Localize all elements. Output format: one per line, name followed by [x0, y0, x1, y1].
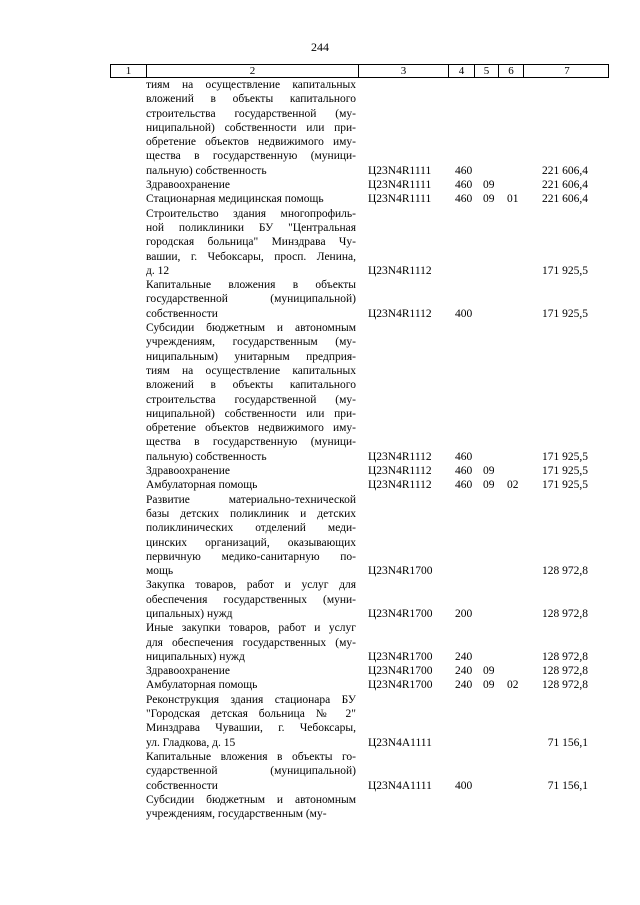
- description-line: Амбулаторная помощь: [146, 479, 258, 492]
- header-col-3: 3: [358, 65, 448, 77]
- row-code: Ц23N4R1112: [368, 479, 432, 492]
- row-amount: 128 972,8: [542, 665, 588, 678]
- table-row: [0, 678, 640, 692]
- table-row: [0, 493, 640, 579]
- description-line: Стационарная медицинская помощь: [146, 193, 324, 206]
- table-row: [0, 750, 640, 793]
- header-col-1: 1: [125, 65, 132, 77]
- table-row: [0, 793, 640, 822]
- description-line: городская больница" Минздрава Чу-: [146, 236, 356, 249]
- table-body: [0, 78, 640, 821]
- description-line: сударственной (муниципальной): [146, 765, 356, 778]
- row-description: [146, 578, 356, 621]
- description-line: Закупка товаров, работ и услуг для: [146, 579, 356, 592]
- row-pr: 01: [507, 193, 519, 206]
- row-code: Ц23N4R1700: [368, 565, 433, 578]
- row-code: Ц23N4R1700: [368, 665, 433, 678]
- description-line: Строительство здания многопрофиль-: [146, 207, 356, 220]
- row-vr: 460: [455, 465, 473, 478]
- row-code: Ц23N4R1112: [368, 465, 432, 478]
- description-line: вашии, г. Чебоксары, просп. Ленина,: [146, 250, 356, 263]
- description-line: ниципальной) собственности или при-: [146, 407, 356, 420]
- description-line: Минздрава Чувашии, г. Чебоксары,: [146, 722, 356, 735]
- description-line: Субсидии бюджетным и автономным: [146, 322, 356, 335]
- row-description: [146, 192, 356, 206]
- description-line: государственной (муниципальной): [146, 293, 356, 306]
- description-line: поликлинических отделений меди-: [146, 522, 356, 535]
- description-line: ниципальных) нужд: [146, 650, 245, 663]
- row-rz: 09: [483, 465, 495, 478]
- row-amount: 171 925,5: [542, 479, 588, 492]
- page-number: 244: [311, 40, 329, 54]
- description-line: щества в государственную (муници-: [146, 436, 356, 449]
- description-line: ниципальным) унитарным предприя-: [146, 350, 356, 363]
- table-row: [0, 693, 640, 750]
- row-pr: 02: [507, 679, 519, 692]
- description-line: вложений в объекты капитального: [146, 93, 356, 106]
- row-amount: 171 925,5: [542, 307, 588, 320]
- row-rz: 09: [483, 179, 495, 192]
- row-code: Ц23N4R1700: [368, 650, 433, 663]
- row-amount: 71 156,1: [547, 736, 588, 749]
- header-col-2: 2: [146, 65, 358, 77]
- header-col-4: 4: [448, 65, 474, 77]
- row-vr: 460: [455, 179, 473, 192]
- row-amount: 221 606,4: [542, 164, 588, 177]
- header-col-5: 5: [474, 65, 498, 77]
- description-line: обеспечения государственных (муни-: [146, 593, 356, 606]
- row-description: [146, 750, 356, 793]
- description-line: Здравоохранение: [146, 465, 231, 478]
- row-description: [146, 793, 356, 822]
- description-line: ципальных) нужд: [146, 607, 233, 620]
- row-description: [146, 621, 356, 664]
- row-amount: 128 972,8: [542, 607, 588, 620]
- description-line: вложений в объекты капитального: [146, 379, 356, 392]
- description-line: цинских организаций, оказывающих: [146, 536, 356, 549]
- description-line: пальную) собственность: [146, 164, 267, 177]
- description-line: Реконструкция здания стационара БУ: [146, 693, 356, 706]
- row-amount: 171 925,5: [542, 450, 588, 463]
- description-line: учреждениям, государственным (му-: [146, 808, 327, 821]
- row-description: [146, 664, 356, 678]
- row-amount: 171 925,5: [542, 264, 588, 277]
- description-line: для обеспечения государственных (му-: [146, 636, 356, 649]
- row-amount: 171 925,5: [542, 465, 588, 478]
- row-description: [146, 207, 356, 278]
- table-row: [0, 578, 640, 621]
- description-line: Развитие материально-технической: [146, 493, 356, 506]
- table-row: [0, 78, 640, 178]
- description-line: мощь: [146, 565, 174, 578]
- description-line: щества в государственную (муници-: [146, 150, 356, 163]
- description-line: тиям на осуществление капитальных: [146, 364, 356, 377]
- row-description: [146, 678, 356, 692]
- row-vr: 240: [455, 650, 473, 663]
- description-line: тиям на осуществление капитальных: [146, 79, 356, 91]
- row-pr: 02: [507, 479, 519, 492]
- table-row: [0, 664, 640, 678]
- row-rz: 09: [483, 665, 495, 678]
- row-rz: 09: [483, 479, 495, 492]
- row-code: Ц23N4R1111: [368, 179, 432, 192]
- row-code: Ц23N4A1111: [368, 779, 432, 792]
- row-amount: 128 972,8: [542, 565, 588, 578]
- table-row: [0, 621, 640, 664]
- description-line: обретение объектов недвижимого иму-: [146, 136, 356, 149]
- row-description: [146, 478, 356, 492]
- row-code: Ц23N4R1112: [368, 450, 432, 463]
- row-code: Ц23N4A1111: [368, 736, 432, 749]
- table-header: [110, 64, 609, 78]
- description-line: Здравоохранение: [146, 665, 231, 678]
- description-line: пальную) собственность: [146, 450, 267, 463]
- row-description: [146, 78, 356, 178]
- description-line: строительства государственной (му-: [146, 107, 356, 120]
- description-line: Капитальные вложения в объекты: [146, 279, 356, 292]
- description-line: Иные закупки товаров, работ и услуг: [146, 622, 356, 635]
- row-amount: 71 156,1: [547, 779, 588, 792]
- row-amount: 128 972,8: [542, 679, 588, 692]
- row-vr: 200: [455, 607, 473, 620]
- row-code: Ц23N4R1112: [368, 264, 432, 277]
- description-line: д. 12: [146, 264, 170, 277]
- description-line: базы детских поликлиник и детских: [146, 507, 356, 520]
- row-vr: 400: [455, 307, 473, 320]
- row-vr: 460: [455, 164, 473, 177]
- row-amount: 128 972,8: [542, 650, 588, 663]
- table-row: [0, 207, 640, 278]
- row-description: [146, 464, 356, 478]
- table-row: [0, 178, 640, 192]
- description-line: собственности: [146, 307, 218, 320]
- description-line: Здравоохранение: [146, 179, 231, 192]
- table-row: [0, 192, 640, 206]
- row-amount: 221 606,4: [542, 193, 588, 206]
- row-code: Ц23N4R1700: [368, 607, 433, 620]
- row-description: [146, 493, 356, 579]
- description-line: "Городская детская больница № 2": [146, 708, 356, 721]
- row-vr: 460: [455, 479, 473, 492]
- table-row: [0, 321, 640, 464]
- row-code: Ц23N4R1700: [368, 679, 433, 692]
- row-rz: 09: [483, 679, 495, 692]
- description-line: Амбулаторная помощь: [146, 679, 258, 692]
- row-description: [146, 178, 356, 192]
- table-row: [0, 464, 640, 478]
- row-code: Ц23N4R1112: [368, 307, 432, 320]
- row-vr: 240: [455, 679, 473, 692]
- row-rz: 09: [483, 193, 495, 206]
- description-line: Субсидии бюджетным и автономным: [146, 793, 356, 806]
- table-row: [0, 278, 640, 321]
- description-line: первичную медико-санитарную по-: [146, 550, 356, 563]
- row-description: [146, 321, 356, 464]
- row-vr: 240: [455, 665, 473, 678]
- header-col-6: 6: [498, 65, 523, 77]
- description-line: ул. Гладкова, д. 15: [146, 736, 236, 749]
- row-vr: 400: [455, 779, 473, 792]
- header-col-7: 7: [523, 65, 610, 77]
- description-line: собственности: [146, 779, 218, 792]
- description-line: обретение объектов недвижимого иму-: [146, 422, 356, 435]
- row-description: [146, 693, 356, 750]
- table-row: [0, 478, 640, 492]
- row-vr: 460: [455, 193, 473, 206]
- row-code: Ц23N4R1111: [368, 193, 432, 206]
- row-code: Ц23N4R1111: [368, 164, 432, 177]
- row-vr: 460: [455, 450, 473, 463]
- description-line: ниципальной) собственности или при-: [146, 121, 356, 134]
- description-line: Капитальные вложения в объекты го-: [146, 750, 356, 763]
- description-line: учреждениям, государственным (му-: [146, 336, 356, 349]
- row-description: [146, 278, 356, 321]
- description-line: строительства государственной (му-: [146, 393, 356, 406]
- row-amount: 221 606,4: [542, 179, 588, 192]
- description-line: ной поликлиники БУ "Центральная: [146, 221, 356, 234]
